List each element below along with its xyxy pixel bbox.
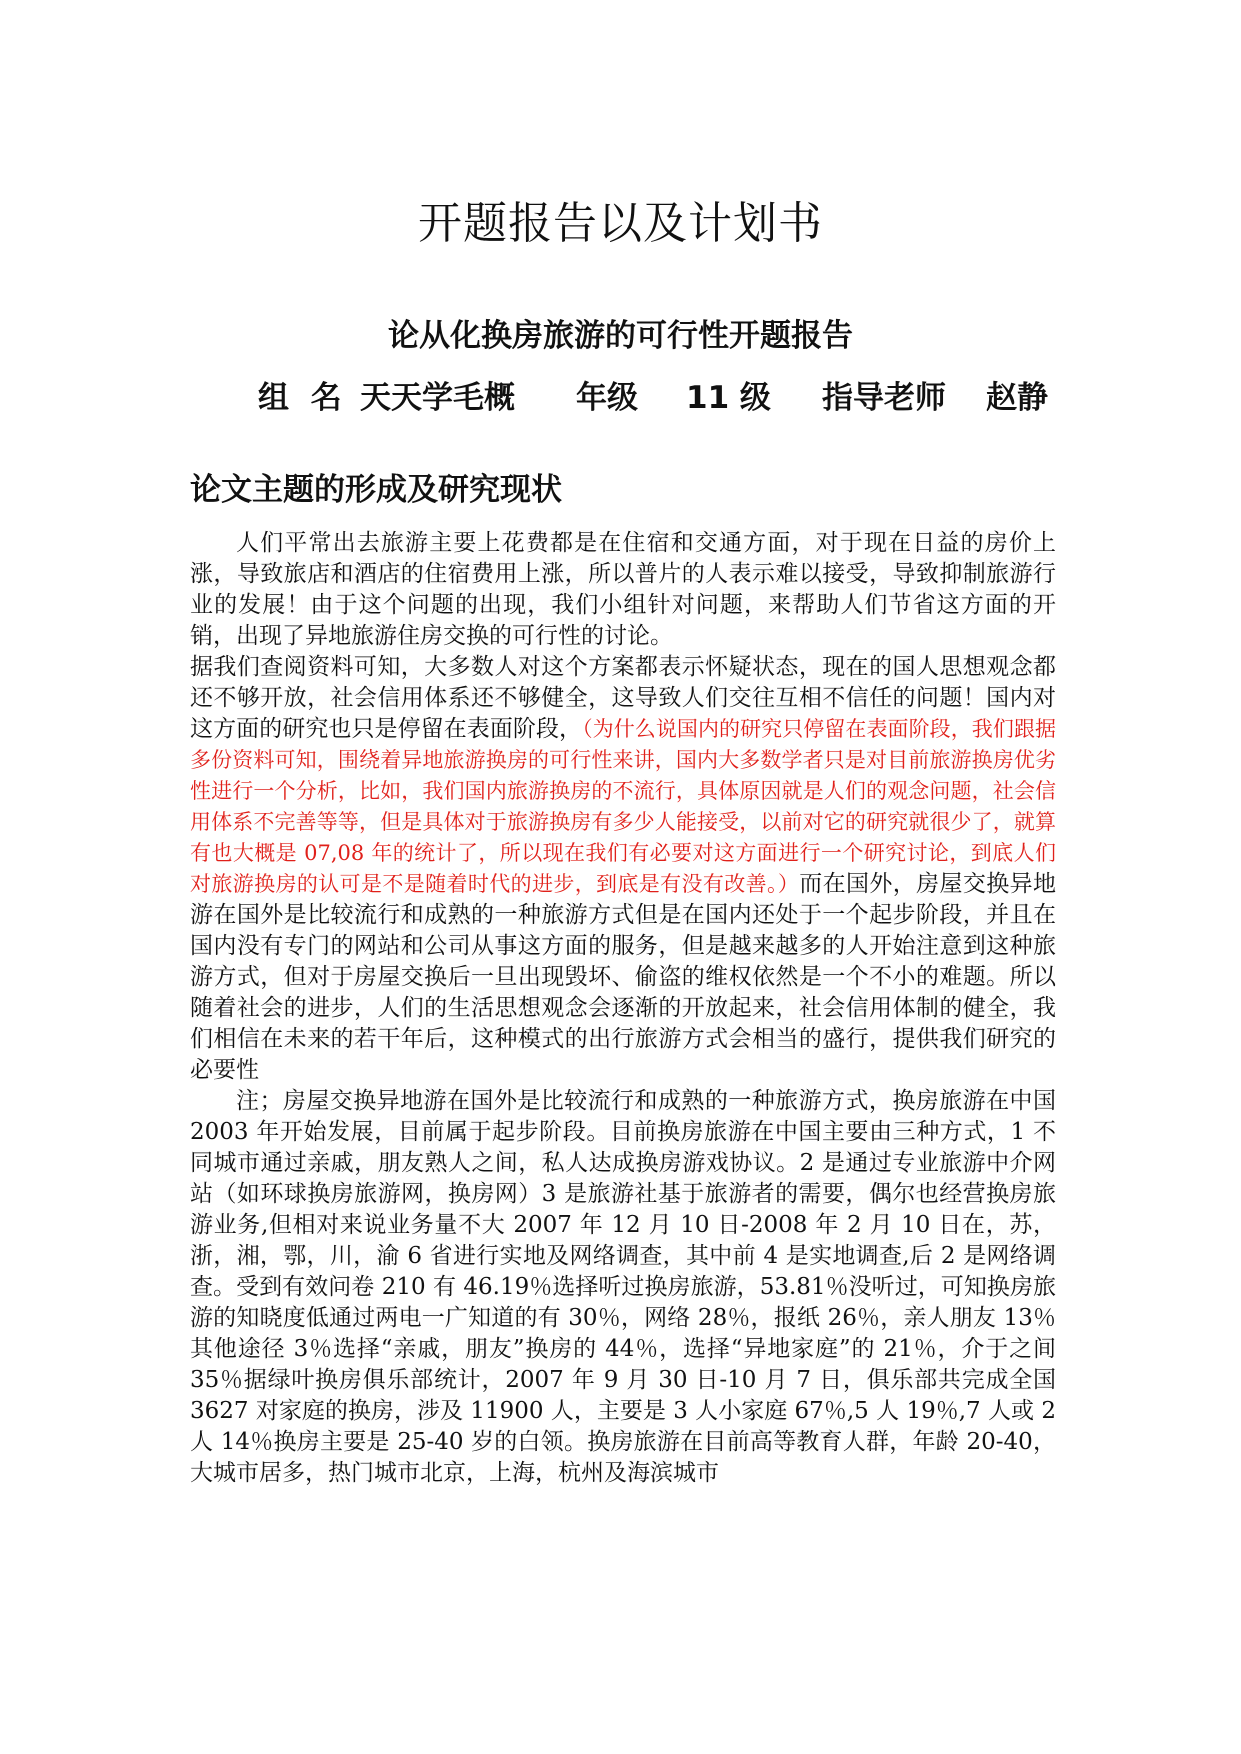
paragraph-2 — [190, 652, 1056, 1086]
grade-value: 11 级 — [686, 380, 771, 416]
report-subtitle: 论从化换房旅游的可行性开题报告 — [388, 318, 853, 354]
paragraph-3-note: 注；房屋交换异地游在国外是比较流行和成熟的一种旅游方式，换房旅游在中国 2003 年开始发展，目前属于起步阶段。目前换房旅游在中国主要由三种方式，1 不同城市通过亲戚，朋友熟人之间，私人达成换房游戏协议。2 是通过专业旅游中介网站（如环球换房旅游网，换房网）3 是旅游社基于旅游者的需要，偶尔也经营换房旅游业务,但相对来说业务量不大 2007 年 12 月 10 日-2008 年 2 月 10 日在，苏，浙，湘，鄂，川，渝 6 省进行实地及网络调查，其中前 4 是实地调查,后 2 是网络调查。受到有效问卷 210 有 46.19％选择听过换房旅游，53.81％没听过，可知换房旅游的知晓度低通过两电一广知道的有 30％，网络 28％，报纸 26％，亲人朋友 13％其他途径 3％选择“亲戚，朋友”换房的 44％，选择“异地家庭”的 21％，介于之间 35％据绿叶换房俱乐部统计，2007 年 9 月 30 日-10 月 7 日，俱乐部共完成全国 3627 对家庭的换房，涉及 11900 人，主要是 3 人小家庭 67％,5 人 19％,7 人或 2 人 14％换房主要是 25-40 岁的白领。换房旅游在目前高等教育人群，年龄 20-40，大城市居多，热门城市北京，上海，杭州及海滨城市 — [190, 1088, 1056, 1486]
advisor-value: 赵静 — [986, 380, 1048, 416]
document-title: 开题报告以及计划书 — [418, 198, 823, 249]
section-heading: 论文主题的形成及研究现状 — [190, 472, 562, 508]
paragraph-2-start: 据我们查阅资料可知，大多数人对这个方案都表示怀疑状态，现在的国人思想观念都还不够开放，社会信用体系还不够健全，这导致人们交往互相不信任的问题！国内对这方面的研究也只是停留在表面阶段， — [190, 654, 1056, 742]
group-value: 天天学毛概 — [360, 380, 515, 416]
group-label: 组 名 — [258, 380, 342, 416]
paragraph-1: 人们平常出去旅游主要上花费都是在住宿和交通方面，对于现在日益的房价上涨，导致旅店和酒店的住宿费用上涨，所以普片的人表示难以接受，导致抑制旅游行业的发展！由于这个问题的出现，我们小组针对问题，来帮助人们节省这方面的开销，出现了异地旅游住房交换的可行性的讨论。 — [190, 530, 1056, 649]
highlighted-note: （为什么说国内的研究只停留在表面阶段，我们跟据多份资料可知，围绕着异地旅游换房的可行性来讲，国内大多数学者只是对目前旅游换房优劣性进行一个分析，比如，我们国内旅游换房的不流行，具体原因就是人们的观念问题，社会信用体系不完善等等，但是具体对于旅游换房有多少人能接受，以前对它的研究就很少了，就算有也大概是 07,08 年的统计了，所以现在我们有必要对这方面进行一个研究讨论，到底人们对旅游换房的认可是不是随着时代的进步，到底是有没有改善。） — [190, 717, 1057, 896]
grade-label: 年级 — [576, 380, 638, 416]
document-body — [190, 528, 1056, 1489]
advisor-label: 指导老师 — [822, 380, 946, 416]
paragraph-2-end: 而在国外，房屋交换异地游在国外是比较流行和成熟的一种旅游方式但是在国内还处于一个起步阶段，并且在国内没有专门的网站和公司从事这方面的服务，但是越来越多的人开始注意到这种旅游方式，但对于房屋交换后一旦出现毁坏、偷盗的维权依然是一个不小的难题。所以随着社会的进步，人们的生活思想观念会逐渐的开放起来，社会信用体制的健全，我们相信在未来的若干年后，这种模式的出行旅游方式会相当的盛行，提供我们研究的必要性 — [190, 871, 1056, 1083]
